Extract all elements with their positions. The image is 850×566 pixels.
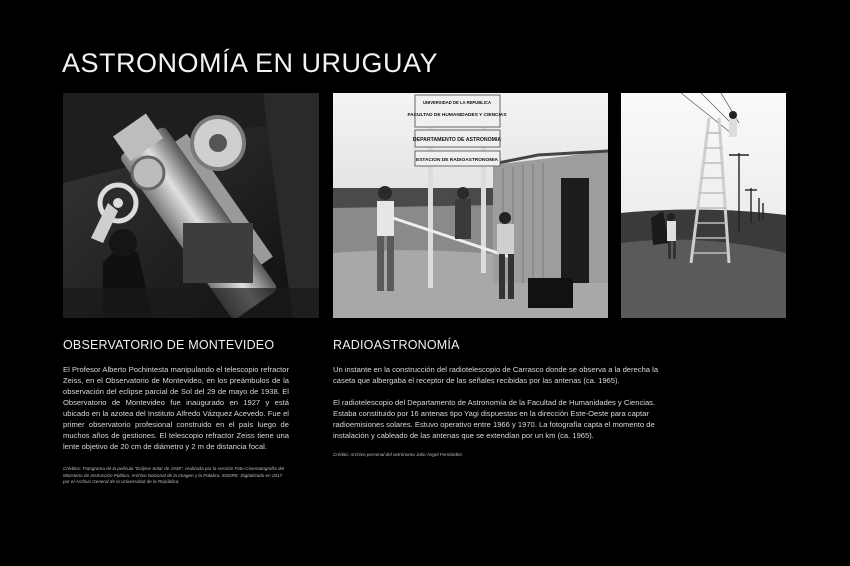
section-body-observatorio: El Profesor Alberto Pochintesta manipulando el telescopio refractor Zeiss, en el Observatorio de Montevideo, en los preámbulos de la observación del eclipse parcial de Sol del 29 de mayo de 1938. El Observatorio de Montevideo fue inaugurado en 1927 y está ubicado en la azotea del Instituto Alfredo Vázquez Acevedo. Fue el primer observatorio profesional construido en el país luego de muchos años de gestiones. El telescopio refractor Zeiss tiene una lente objetivo de 20 cm de diámetro y 2 m de distancia focal. [63,365,289,451]
credit-observatorio: Créditos: Fotograma de la película "Eclipse Solar de 1938", realizada por la sección Foto-Cinematografía del Ministerio de Instrucción Pública. Archivo Nacional de la Imagen y la Palabra, SODRE. Digitalizado en 2017 por el Archivo General de la Universidad de la República. [63,466,285,485]
credit-radioastronomia: Crédito: Archivo personal del astrónomo Julio Ángel Fernández. [333,452,464,457]
radioastronomy-station-photo [333,93,608,318]
antenna-installation-photo [621,93,786,318]
section-body-radioastronomia-2: El radiotelescopio del Departamento de Astronomía de la Facultad de Humanidades y Ciencias. Estaba constituido por 16 antenas tipo Yagi dispuestas en la dirección Este-Oeste para captar radioemisiones solares. Estuvo operativo entre 1966 y 1970. La fotografía capta el momento de instalación y cableado de las antenas que se extendían por un km (ca. 1965). [333,398,656,440]
sign-line-department: DEPARTAMENTO DE ASTRONOMIA [412,137,502,143]
sign-line-station: ESTACION DE RADIOASTRONOMIA [416,158,498,163]
sign-line-university: UNIVERSIDAD DE LA REPUBLICA [422,100,492,105]
section-body-radioastronomia-1: Un instante en la construcción del radiotelescopio de Carrasco donde se observa a la derecha la caseta que albergaba el receptor de las señales recibidas por las antenas (ca. 1965). [333,365,659,385]
section-heading-radioastronomia: RADIOASTRONOMÍA [333,338,460,352]
page-title: ASTRONOMÍA EN URUGUAY [62,48,439,78]
telescope-photo [63,93,319,318]
sign-line-faculty: FACULTAD DE HUMANIDADES Y CIENCIAS [407,113,507,118]
section-heading-observatorio: OBSERVATORIO DE MONTEVIDEO [63,338,275,352]
